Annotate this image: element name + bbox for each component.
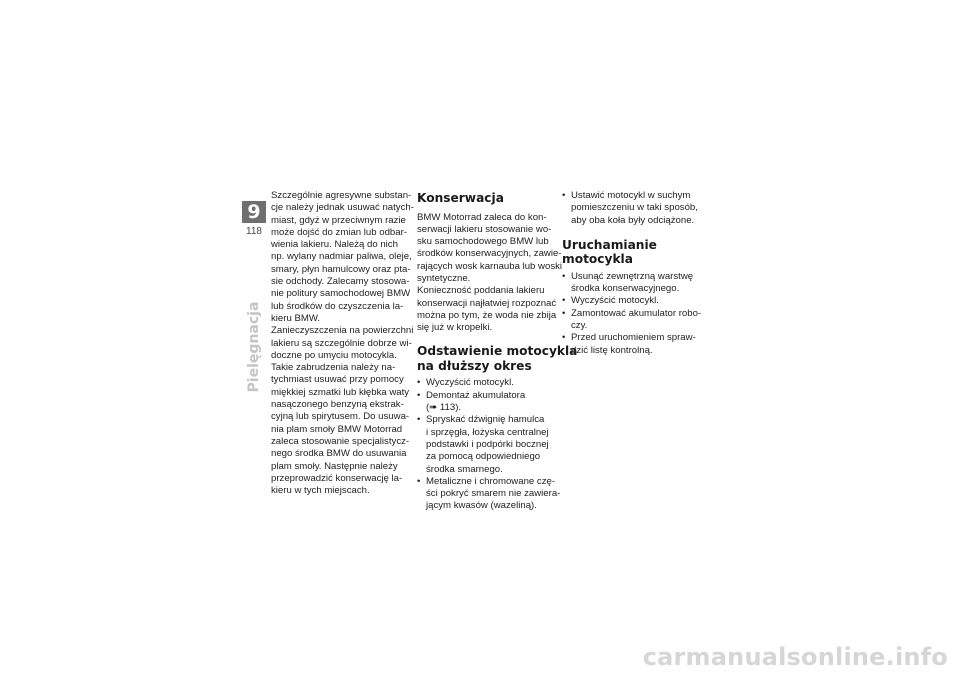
body-line: doczne po umyciu motocykla. (271, 349, 397, 361)
body-line: cyjną lub spirytusem. Do usuwa- (271, 411, 410, 423)
body-line: tychmiast usuwać przy pomocy (271, 374, 404, 386)
list-item-text: • Spryskać dźwignię hamulca (426, 414, 545, 426)
list-item-text: • Wyczyścić motocykl. (426, 377, 514, 389)
body-line: smary, płyn hamulcowy oraz pta- (271, 263, 411, 275)
list-item-text: dzić listę kontrolną. (571, 344, 653, 356)
text-column-1 (271, 190, 414, 497)
text-column-3 (562, 190, 702, 357)
heading-uruchamianie (562, 238, 702, 267)
body-line: rających wosk karnauba lub woski (417, 260, 563, 272)
list-item (562, 271, 702, 296)
body-line: BMW Motorrad zaleca do kon- (417, 211, 547, 223)
body-line: nasączonego benzyną ekstrak- (271, 399, 404, 411)
body-line: konserwacji najłatwiej rozpoznać (417, 297, 557, 309)
list-item-text: podstawki i podpórki bocznej (426, 438, 549, 450)
body-line: można po tym, że woda nie zbija (417, 309, 557, 321)
body-line: miękkiej szmatki lub kłębka waty (271, 386, 410, 398)
page-number: 118 (246, 226, 262, 237)
body-line: kieru w tych miejscach. (271, 485, 370, 497)
heading-odstawienie (417, 344, 578, 373)
body-line: się już w kropelki. (417, 322, 493, 334)
list-item-text: • Ustawić motocykl w suchym (571, 190, 691, 201)
body-line: nia plam smoły BMW Motorrad (271, 423, 403, 435)
body-line: sie odchody. Zalecamy stosowa- (271, 276, 410, 288)
body-line: wienia lakieru. Należą do nich (271, 239, 398, 251)
heading-line: motocykla (562, 252, 633, 267)
paragraph-konserwacja (417, 211, 563, 335)
body-line: Takie zabrudzenia należy na- (271, 362, 396, 374)
body-line: nego środka BMW do usuwania (271, 448, 407, 460)
list-item-text: środka smarnego. (426, 463, 503, 475)
list-item (562, 190, 702, 227)
watermark: carmanualsonline.info (642, 643, 948, 671)
list-item (562, 332, 702, 357)
heading-line: Odstawienie motocykla (417, 344, 578, 359)
list-item (562, 295, 702, 307)
list-item-text: pomieszczeniu w taki sposób, (571, 202, 698, 214)
body-line: cje należy jednak usuwać natych- (271, 202, 414, 214)
list-item-text: • Przed uruchomieniem spraw- (571, 332, 696, 344)
list-item (417, 475, 561, 513)
list-item-text: • Demontaż akumulatora (426, 389, 526, 401)
list-item-text: czy. (571, 320, 588, 332)
list-item-text: środka konserwacyjnego. (571, 283, 680, 295)
list-item (417, 377, 555, 389)
body-line: może dojść do zmian lub odbar- (271, 226, 407, 238)
list-item-text: • Zamontować akumulator robo- (571, 307, 702, 319)
heading-konserwacja (417, 191, 555, 206)
text-column-2 (417, 191, 578, 513)
list-item-text: • Metaliczne i chromowane czę- (426, 475, 556, 487)
body-line: zaleca stosowanie specjalistycz- (271, 435, 410, 447)
list-item-text: i sprzęgła, łożyska centralnej (426, 426, 549, 438)
body-line: Szczególnie agresywne substan- (271, 190, 412, 201)
chapter-number-badge: 9 (242, 201, 266, 223)
body-line: lakieru są szczególnie dobrze wi- (271, 337, 412, 349)
list-item-text: • Wyczyścić motocykl. (571, 295, 659, 307)
body-line: nie politury samochodowej BMW (271, 288, 411, 300)
body-line: Konieczność poddania lakieru (417, 285, 545, 297)
list-item (417, 390, 555, 415)
body-line: lub środków do czyszczenia la- (271, 300, 404, 312)
body-line: serwacji lakieru stosowanie wo- (417, 223, 552, 235)
body-line: przeprowadzić konserwację la- (271, 472, 403, 484)
section-label: Pielęgnacja (246, 301, 262, 393)
body-line: miast, gdyż w przeciwnym razie (271, 214, 406, 226)
list-item (417, 414, 555, 475)
heading-line: na dłuższy okres (417, 358, 532, 373)
body-line: plam smoły. Następnie należy (271, 460, 398, 472)
list-item (562, 308, 702, 333)
page-reference: (➠ 113). (426, 402, 462, 414)
list-item-text: jącym kwasów (wazeliną). (426, 500, 537, 512)
body-line: syntetyczne. (417, 272, 471, 284)
list-item-text: aby oba koła były odciążone. (571, 214, 695, 226)
body-line: kieru BMW. (271, 312, 321, 324)
body-line: np. wylany nadmiar paliwa, oleje, (271, 251, 412, 263)
list-item-text: ści pokryć smarem nie zawiera- (426, 488, 561, 500)
body-line: środków konserwacyjnych, zawie- (417, 248, 562, 260)
list-item-text: • Usunąć zewnętrzną warstwę (571, 270, 694, 282)
body-line: sku samochodowego BMW lub (417, 236, 549, 248)
heading-line: Konserwacja (417, 191, 504, 205)
list-item-text: za pomocą odpowiedniego (426, 451, 541, 463)
heading-line: Uruchamianie (562, 237, 657, 252)
body-line: Zanieczyszczenia na powierzchni (271, 325, 414, 337)
